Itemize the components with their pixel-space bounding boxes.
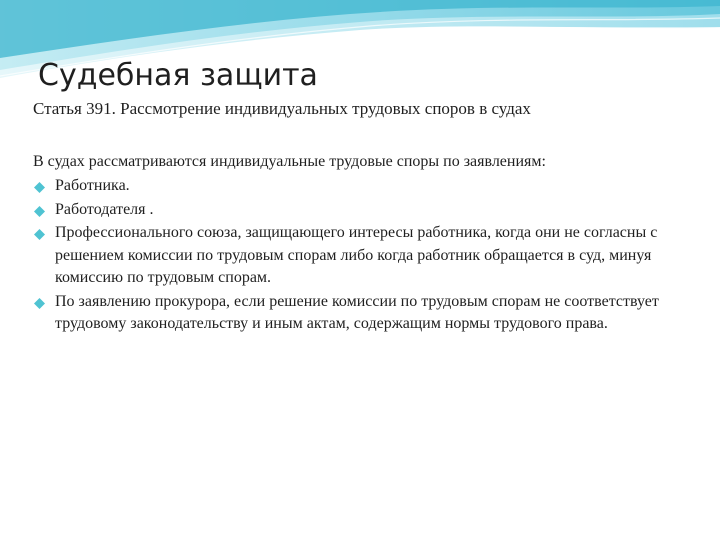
list-item xyxy=(33,199,693,222)
list-item xyxy=(33,291,693,336)
diamond-bullet-icon xyxy=(34,206,45,217)
list-item xyxy=(33,222,693,290)
diamond-bullet-icon xyxy=(34,182,45,193)
header-wave-decoration xyxy=(0,0,720,110)
intro-text: В судах рассматриваются индивидуальные трудовые споры по заявлениям: xyxy=(33,153,546,170)
list-item-text: Работника. xyxy=(55,177,130,194)
list-item-text: Работодателя . xyxy=(55,200,154,218)
list-item xyxy=(33,175,693,198)
list-item-text: По заявлению прокурора, если решение комиссии по трудовым спорам не соответствует трудовому законодательству и иным актам, содержащим нормы трудового права. xyxy=(55,292,659,332)
slide-title: Судебная защита xyxy=(38,58,318,93)
diamond-bullet-icon xyxy=(34,229,45,240)
diamond-bullet-icon xyxy=(34,298,45,309)
article-heading: Статья 391. Рассмотрение индивидуальных трудовых споров в судах xyxy=(33,99,531,118)
list-item-text: Профессионального союза, защищающего интересы работника, когда они не согласны с решением комиссии по трудовым спорам либо когда работник обращается в суд, минуя комиссию по трудовым спорам. xyxy=(55,224,658,286)
claimant-list xyxy=(33,175,693,337)
